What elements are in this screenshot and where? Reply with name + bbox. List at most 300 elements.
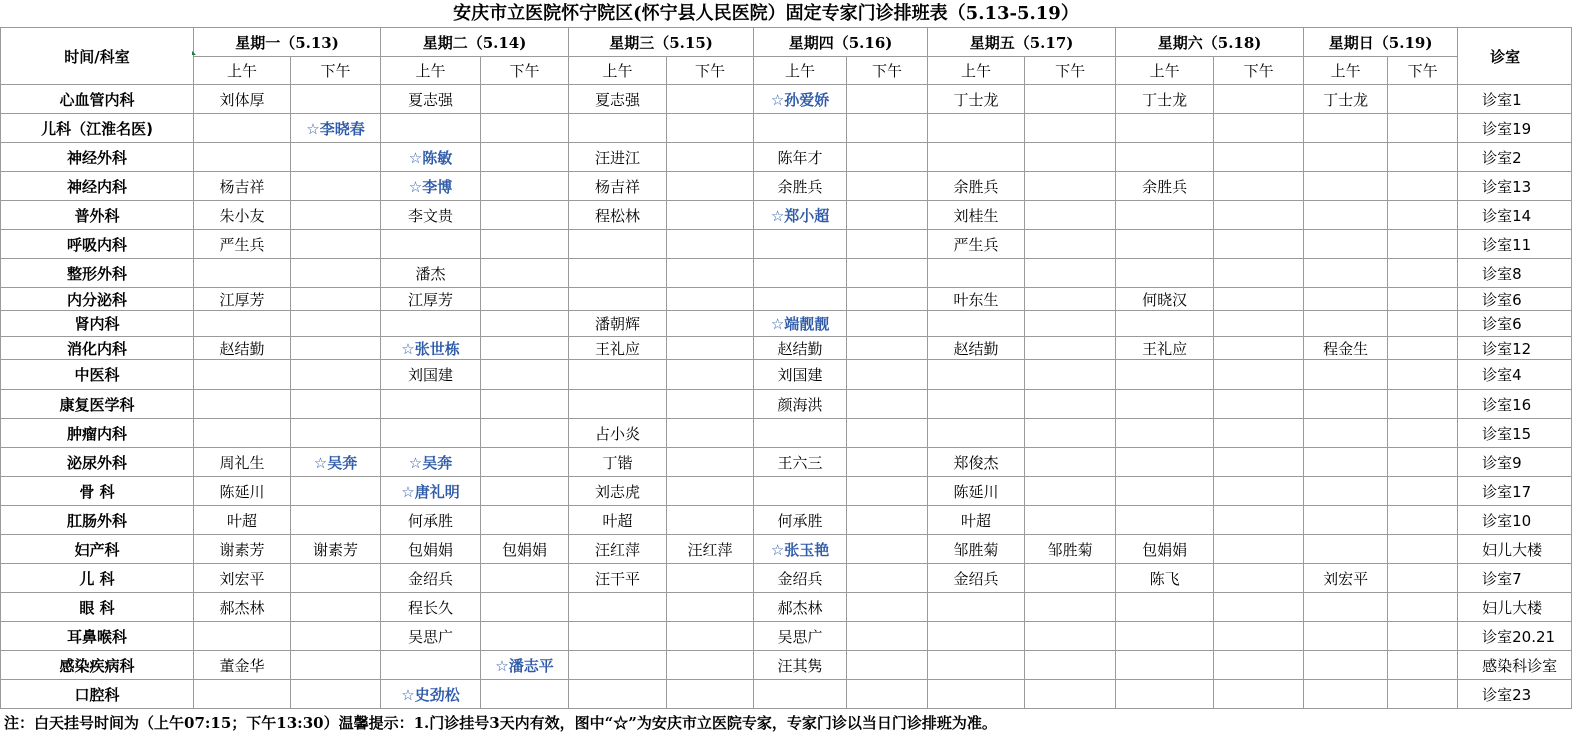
empty-cell [1025,477,1116,506]
empty-cell [1116,622,1214,651]
empty-cell [381,311,481,337]
department-name: 心血管内科 [1,85,194,114]
empty-cell [1214,288,1304,311]
empty-cell [847,680,928,709]
empty-cell [291,143,381,172]
empty-cell [1304,288,1388,311]
doctor-cell: 陈延川 [194,477,291,506]
empty-cell [1025,680,1116,709]
empty-cell [569,360,667,390]
empty-cell [667,506,754,535]
department-name: 康复医学科 [1,390,194,419]
empty-cell [667,143,754,172]
empty-cell [194,311,291,337]
empty-cell [1025,311,1116,337]
empty-cell [667,288,754,311]
empty-cell [481,448,569,477]
doctor-cell: ☆张玉艳 [754,535,847,564]
department-name: 肿瘤内科 [1,419,194,448]
table-row [1,506,1572,535]
doctor-cell: 叶东生 [928,288,1025,311]
empty-cell [847,172,928,201]
doctor-cell: ☆李博 [381,172,481,201]
room-cell: 诊室15 [1458,419,1572,448]
empty-cell [1214,230,1304,259]
empty-cell [1214,311,1304,337]
empty-cell [1388,506,1458,535]
empty-cell [1388,360,1458,390]
empty-cell [928,622,1025,651]
department-name: 泌尿外科 [1,448,194,477]
department-name: 儿科（江淮名医) [1,114,194,143]
empty-cell [1025,448,1116,477]
empty-cell [1214,448,1304,477]
empty-cell [1214,360,1304,390]
table-row [1,651,1572,680]
empty-cell [847,114,928,143]
doctor-cell: 金绍兵 [754,564,847,593]
empty-cell [1388,259,1458,288]
empty-cell [291,288,381,311]
empty-cell [1116,419,1214,448]
empty-cell [1214,651,1304,680]
doctor-cell: 陈年才 [754,143,847,172]
empty-cell [381,114,481,143]
empty-cell [1025,114,1116,143]
doctor-cell: 程金生 [1304,337,1388,360]
doctor-cell: 郝杰林 [194,593,291,622]
am-header: 上午 [928,57,1025,85]
doctor-cell: 周礼生 [194,448,291,477]
empty-cell [1304,651,1388,680]
empty-cell [1214,564,1304,593]
empty-cell [667,259,754,288]
empty-cell [481,680,569,709]
department-name: 普外科 [1,201,194,230]
day-header: 星期六（5.18) [1116,28,1304,57]
room-cell: 诊室7 [1458,564,1572,593]
day-header: 星期日（5.19) [1304,28,1458,57]
doctor-cell: 刘体厚 [194,85,291,114]
empty-cell [1214,337,1304,360]
am-header: 上午 [1304,57,1388,85]
room-cell: 诊室17 [1458,477,1572,506]
empty-cell [481,201,569,230]
empty-cell [481,143,569,172]
empty-cell [1304,477,1388,506]
empty-cell [1214,622,1304,651]
empty-cell [1388,448,1458,477]
empty-cell [194,114,291,143]
empty-cell [1025,201,1116,230]
room-cell: 诊室8 [1458,259,1572,288]
doctor-cell: 包娟娟 [1116,535,1214,564]
empty-cell [291,201,381,230]
table-row [1,172,1572,201]
empty-cell [1116,360,1214,390]
doctor-cell: ☆李晓春 [291,114,381,143]
empty-cell [1388,201,1458,230]
empty-cell [1025,390,1116,419]
empty-cell [1388,85,1458,114]
department-name: 儿 科 [1,564,194,593]
doctor-cell: 杨吉祥 [569,172,667,201]
doctor-cell: 颜海洪 [754,390,847,419]
doctor-cell: 余胜兵 [754,172,847,201]
empty-cell [569,259,667,288]
empty-cell [667,85,754,114]
empty-cell [1116,114,1214,143]
empty-cell [754,259,847,288]
empty-cell [667,172,754,201]
empty-cell [847,201,928,230]
doctor-cell: 邹胜菊 [1025,535,1116,564]
empty-cell [291,593,381,622]
doctor-cell: ☆郑小超 [754,201,847,230]
table-row [1,288,1572,311]
room-cell: 诊室13 [1458,172,1572,201]
empty-cell [481,259,569,288]
room-cell: 诊室20.21 [1458,622,1572,651]
empty-cell [194,259,291,288]
empty-cell [1388,172,1458,201]
doctor-cell: 叶超 [928,506,1025,535]
empty-cell [928,593,1025,622]
doctor-cell: 刘宏平 [1304,564,1388,593]
am-header: 上午 [569,57,667,85]
doctor-cell: 杨吉祥 [194,172,291,201]
empty-cell [667,622,754,651]
empty-cell [1304,360,1388,390]
doctor-cell: 潘朝辉 [569,311,667,337]
department-name: 内分泌科 [1,288,194,311]
empty-cell [667,390,754,419]
empty-cell [928,259,1025,288]
empty-cell [847,143,928,172]
empty-cell [847,622,928,651]
day-header: 星期五（5.17) [928,28,1116,57]
schedule-body [1,28,1572,709]
page-title: 安庆市立医院怀宁院区(怀宁县人民医院）固定专家门诊排班表（5.13-5.19） [453,3,1079,24]
empty-cell [847,535,928,564]
empty-cell [754,680,847,709]
empty-cell [847,311,928,337]
empty-cell [1025,230,1116,259]
empty-cell [194,680,291,709]
empty-cell [1388,337,1458,360]
empty-cell [1304,201,1388,230]
empty-cell [481,114,569,143]
doctor-cell: 包娟娟 [381,535,481,564]
empty-cell [754,288,847,311]
empty-cell [481,172,569,201]
pm-header: 下午 [481,57,569,85]
doctor-cell: 汪进江 [569,143,667,172]
doctor-cell: 刘宏平 [194,564,291,593]
empty-cell [1116,143,1214,172]
empty-cell [847,448,928,477]
doctor-cell: 郝杰林 [754,593,847,622]
doctor-cell: 王六三 [754,448,847,477]
doctor-cell: 丁士龙 [1304,85,1388,114]
empty-cell [847,259,928,288]
empty-cell [1388,311,1458,337]
doctor-cell: 吴思广 [381,622,481,651]
empty-cell [291,680,381,709]
pm-header: 下午 [667,57,754,85]
department-name: 消化内科 [1,337,194,360]
doctor-cell: 朱小友 [194,201,291,230]
empty-cell [754,419,847,448]
doctor-cell: ☆孙爱娇 [754,85,847,114]
corner-header: 时间/科室 [1,28,194,85]
empty-cell [667,651,754,680]
empty-cell [291,360,381,390]
day-header: 星期二（5.14) [381,28,569,57]
empty-cell [569,622,667,651]
empty-cell [481,360,569,390]
am-header: 上午 [1116,57,1214,85]
empty-cell [754,477,847,506]
empty-cell [928,390,1025,419]
doctor-cell: 潘杰 [381,259,481,288]
empty-cell [667,201,754,230]
empty-cell [1025,337,1116,360]
department-name: 骨 科 [1,477,194,506]
department-name: 呼吸内科 [1,230,194,259]
am-header: 上午 [754,57,847,85]
empty-cell [481,419,569,448]
empty-cell [667,419,754,448]
empty-cell [754,114,847,143]
schedule-table [0,27,1572,709]
room-cell: 诊室6 [1458,311,1572,337]
empty-cell [481,593,569,622]
doctor-cell: 丁士龙 [1116,85,1214,114]
empty-cell [1304,390,1388,419]
footer-note: 注：白天挂号时间为（上午07:15；下午13:30）温馨提示：1.门诊挂号3天内有效，图中“☆”为安庆市立医院专家，专家门诊以当日门诊排班为准。 [4,714,997,732]
department-name: 中医科 [1,360,194,390]
doctor-cell: 董金华 [194,651,291,680]
empty-cell [1388,114,1458,143]
table-row [1,337,1572,360]
empty-cell [1388,477,1458,506]
empty-cell [667,360,754,390]
empty-cell [667,680,754,709]
empty-cell [1214,506,1304,535]
header-ampm-row [1,57,1572,85]
empty-cell [1025,85,1116,114]
doctor-cell: 赵结勤 [928,337,1025,360]
day-header: 星期四（5.16) [754,28,928,57]
empty-cell [291,230,381,259]
table-row [1,85,1572,114]
doctor-cell: 江厚芳 [194,288,291,311]
empty-cell [1025,593,1116,622]
empty-cell [481,622,569,651]
empty-cell [291,651,381,680]
pm-header: 下午 [847,57,928,85]
empty-cell [1388,419,1458,448]
doctor-cell: 邹胜菊 [928,535,1025,564]
empty-cell [481,337,569,360]
doctor-cell: 何承胜 [754,506,847,535]
empty-cell [481,288,569,311]
empty-cell [928,143,1025,172]
empty-cell [291,622,381,651]
empty-cell [1116,390,1214,419]
empty-cell [1214,477,1304,506]
empty-cell [1214,114,1304,143]
empty-cell [1214,535,1304,564]
room-cell: 诊室11 [1458,230,1572,259]
doctor-cell: 王礼应 [569,337,667,360]
empty-cell [1388,390,1458,419]
doctor-cell: 占小炎 [569,419,667,448]
doctor-cell: 谢素芳 [194,535,291,564]
empty-cell [1388,535,1458,564]
empty-cell [291,390,381,419]
empty-cell [381,419,481,448]
doctor-cell: 吴思广 [754,622,847,651]
doctor-cell: 金绍兵 [928,564,1025,593]
empty-cell [667,230,754,259]
doctor-cell: 谢素芳 [291,535,381,564]
empty-cell [481,564,569,593]
department-name: 神经外科 [1,143,194,172]
table-row [1,390,1572,419]
doctor-cell: 金绍兵 [381,564,481,593]
table-row [1,680,1572,709]
empty-cell [847,390,928,419]
doctor-cell: ☆陈敏 [381,143,481,172]
room-cell: 诊室14 [1458,201,1572,230]
empty-cell [291,564,381,593]
doctor-cell: ☆潘志平 [481,651,569,680]
am-header: 上午 [381,57,481,85]
doctor-cell: ☆张世栋 [381,337,481,360]
table-row [1,114,1572,143]
empty-cell [1116,593,1214,622]
empty-cell [1388,622,1458,651]
table-row [1,622,1572,651]
empty-cell [928,651,1025,680]
header-days-row [1,28,1572,57]
empty-cell [667,448,754,477]
empty-cell [1304,506,1388,535]
department-name: 眼 科 [1,593,194,622]
pm-header: 下午 [291,57,381,85]
room-cell: 诊室10 [1458,506,1572,535]
empty-cell [569,593,667,622]
table-row [1,259,1572,288]
empty-cell [1388,143,1458,172]
doctor-cell: 包娟娟 [481,535,569,564]
empty-cell [667,477,754,506]
doctor-cell: 刘志虎 [569,477,667,506]
empty-cell [754,230,847,259]
empty-cell [928,311,1025,337]
empty-cell [1116,477,1214,506]
table-row [1,593,1572,622]
table-row [1,311,1572,337]
doctor-cell: 何承胜 [381,506,481,535]
empty-cell [1388,288,1458,311]
empty-cell [1116,680,1214,709]
am-header: 上午 [194,57,291,85]
empty-cell [1025,143,1116,172]
empty-cell [1304,593,1388,622]
room-cell: 妇儿大楼 [1458,593,1572,622]
empty-cell [1025,419,1116,448]
empty-cell [291,477,381,506]
empty-cell [1304,419,1388,448]
empty-cell [381,230,481,259]
department-name: 感染疾病科 [1,651,194,680]
table-row [1,477,1572,506]
empty-cell [667,337,754,360]
department-name: 肛肠外科 [1,506,194,535]
room-cell: 诊室16 [1458,390,1572,419]
empty-cell [928,680,1025,709]
doctor-cell: 李文贵 [381,201,481,230]
empty-cell [481,506,569,535]
doctor-cell: 叶超 [569,506,667,535]
table-row [1,143,1572,172]
room-cell: 诊室23 [1458,680,1572,709]
department-name: 妇产科 [1,535,194,564]
doctor-cell: 刘桂生 [928,201,1025,230]
empty-cell [194,143,291,172]
empty-cell [481,477,569,506]
empty-cell [1116,230,1214,259]
empty-cell [1388,230,1458,259]
doctor-cell: 余胜兵 [928,172,1025,201]
doctor-cell: 夏志强 [569,85,667,114]
empty-cell [1304,230,1388,259]
pm-header: 下午 [1214,57,1304,85]
empty-cell [194,390,291,419]
doctor-cell: 程松林 [569,201,667,230]
empty-cell [194,360,291,390]
department-name: 神经内科 [1,172,194,201]
empty-cell [847,85,928,114]
empty-cell [1304,311,1388,337]
empty-cell [291,259,381,288]
empty-cell [1025,651,1116,680]
empty-cell [1116,259,1214,288]
room-cell: 诊室9 [1458,448,1572,477]
doctor-cell: 江厚芳 [381,288,481,311]
empty-cell [847,564,928,593]
empty-cell [569,230,667,259]
empty-cell [1388,651,1458,680]
room-cell: 感染科诊室 [1458,651,1572,680]
doctor-cell: 刘国建 [381,360,481,390]
table-row [1,419,1572,448]
empty-cell [1304,259,1388,288]
empty-cell [847,337,928,360]
doctor-cell: 赵结勤 [194,337,291,360]
room-header: 诊室 [1458,28,1572,85]
doctor-cell: 何晓汉 [1116,288,1214,311]
empty-cell [291,85,381,114]
doctor-cell: 余胜兵 [1116,172,1214,201]
empty-cell [569,390,667,419]
empty-cell [569,114,667,143]
empty-cell [1116,201,1214,230]
doctor-cell: 郑俊杰 [928,448,1025,477]
